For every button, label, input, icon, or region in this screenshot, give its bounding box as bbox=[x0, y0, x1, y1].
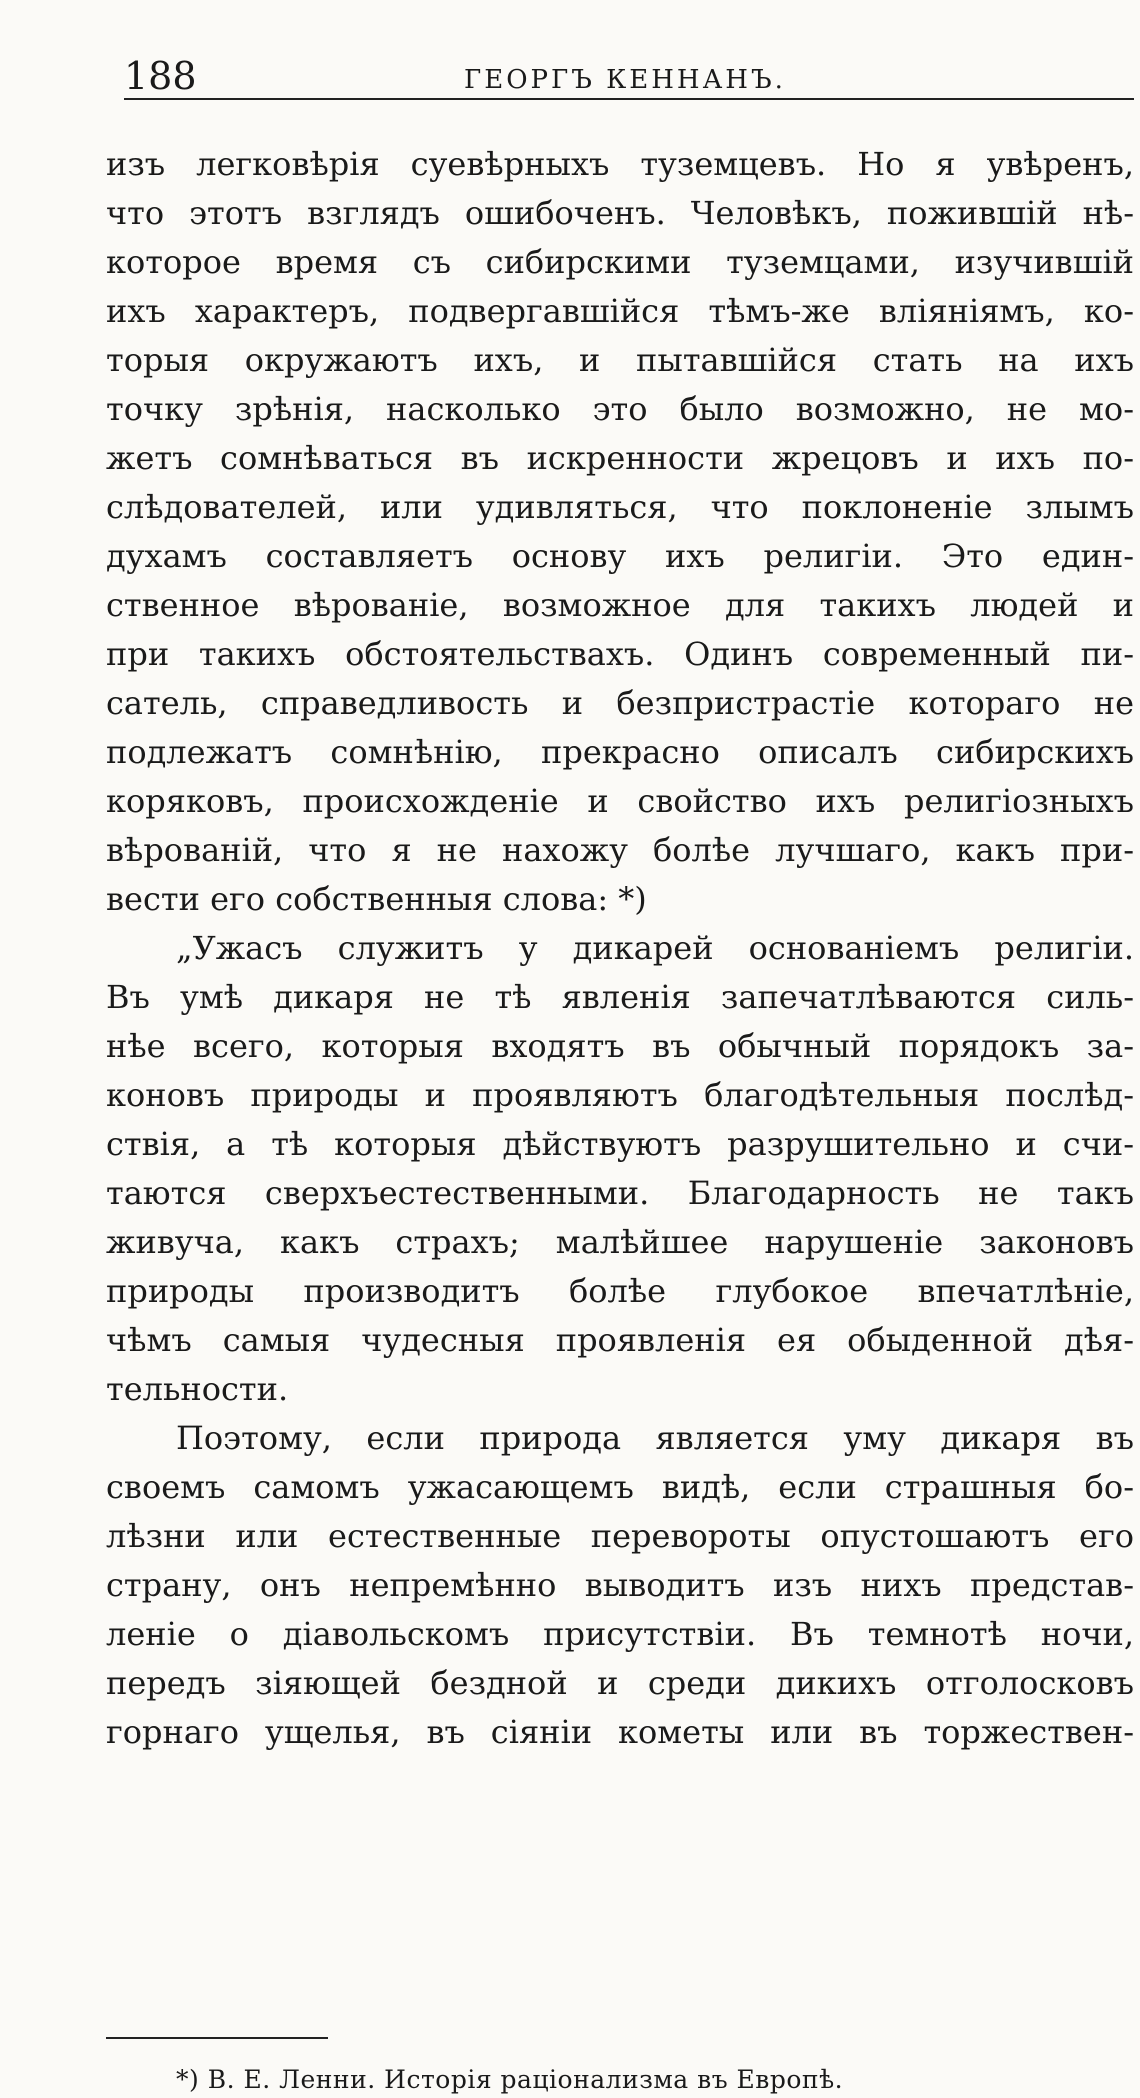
text-line: своемъ самомъ ужасающемъ видѣ, если страшныя бо- bbox=[106, 1468, 1134, 1506]
text-line: страну, онъ непремѣнно выводитъ изъ нихъ представ- bbox=[106, 1566, 1134, 1604]
text-line: которое время съ сибирскими туземцами, изучившій bbox=[106, 243, 1134, 281]
text-line: коряковъ, происхожденіе и свойство ихъ религіозныхъ bbox=[106, 782, 1134, 820]
text-line: ихъ характеръ, подвергавшійся тѣмъ-же вліяніямъ, ко- bbox=[106, 292, 1134, 330]
running-head: ГЕОРГЪ КЕННАНЪ. bbox=[464, 65, 786, 95]
text-line: чѣмъ самыя чудесныя проявленія ея обыденной дѣя- bbox=[106, 1321, 1134, 1359]
text-line: коновъ природы и проявляютъ благодѣтельныя послѣд- bbox=[106, 1076, 1134, 1114]
text-line: вести его собственныя слова: *) bbox=[106, 880, 647, 918]
text-line: слѣдователей, или удивляться, что поклоненіе злымъ bbox=[106, 488, 1134, 526]
text-line: Въ умѣ дикаря не тѣ явленія запечатлѣваются силь- bbox=[106, 978, 1134, 1016]
text-line: что этотъ взглядъ ошибоченъ. Человѣкъ, пожившій нѣ- bbox=[106, 194, 1134, 232]
text-line: ственное вѣрованіе, возможное для такихъ людей и bbox=[106, 586, 1134, 624]
text-line: горнаго ущелья, въ сіяніи кометы или въ торжествен- bbox=[106, 1713, 1134, 1751]
text-line: подлежатъ сомнѣнію, прекрасно описалъ сибирскихъ bbox=[106, 733, 1134, 771]
text-line: Поэтому, если природа является уму дикаря въ bbox=[176, 1419, 1134, 1457]
footnote: *) В. Е. Ленни. Исторія раціонализма въ Европѣ. bbox=[176, 2065, 844, 2094]
body-text bbox=[106, 140, 1134, 1757]
text-line: точку зрѣнія, насколько это было возможно, не мо- bbox=[106, 390, 1134, 428]
text-line: „Ужасъ служитъ у дикарей основаніемъ религіи. bbox=[176, 929, 1134, 967]
text-line: живуча, какъ страхъ; малѣйшее нарушеніе законовъ bbox=[106, 1223, 1134, 1261]
text-line: сатель, справедливость и безпристрастіе котораго не bbox=[106, 684, 1134, 722]
text-line: лѣзни или естественные перевороты опустошаютъ его bbox=[106, 1517, 1134, 1555]
text-line: при такихъ обстоятельствахъ. Одинъ современный пи- bbox=[106, 635, 1134, 673]
text-line: изъ легковѣрія суевѣрныхъ туземцевъ. Но я увѣренъ, bbox=[106, 145, 1134, 183]
text-line: передъ зіяющей бездной и среди дикихъ отголосковъ bbox=[106, 1664, 1134, 1702]
text-line: таются сверхъестественными. Благодарность не такъ bbox=[106, 1174, 1134, 1212]
text-line: торыя окружаютъ ихъ, и пытавшійся стать на ихъ bbox=[106, 341, 1134, 379]
header-rule bbox=[124, 98, 1134, 100]
text-line: нѣе всего, которыя входятъ въ обычный порядокъ за- bbox=[106, 1027, 1134, 1065]
text-line: ствія, а тѣ которыя дѣйствуютъ разрушительно и счи- bbox=[106, 1125, 1134, 1163]
footnote-rule bbox=[106, 2037, 328, 2039]
text-line: жетъ сомнѣваться въ искренности жрецовъ и ихъ по- bbox=[106, 439, 1134, 477]
text-line: тельности. bbox=[106, 1370, 289, 1408]
text-line: духамъ составляетъ основу ихъ религіи. Это един- bbox=[106, 537, 1134, 575]
page-number: 188 bbox=[124, 54, 197, 98]
text-line: леніе о діавольскомъ присутствіи. Въ темнотѣ ночи, bbox=[106, 1615, 1134, 1653]
text-line: природы производитъ болѣе глубокое впечатлѣніе, bbox=[106, 1272, 1134, 1310]
page-header bbox=[124, 52, 1134, 100]
text-line: вѣрованій, что я не нахожу болѣе лучшаго, какъ при- bbox=[106, 831, 1134, 869]
